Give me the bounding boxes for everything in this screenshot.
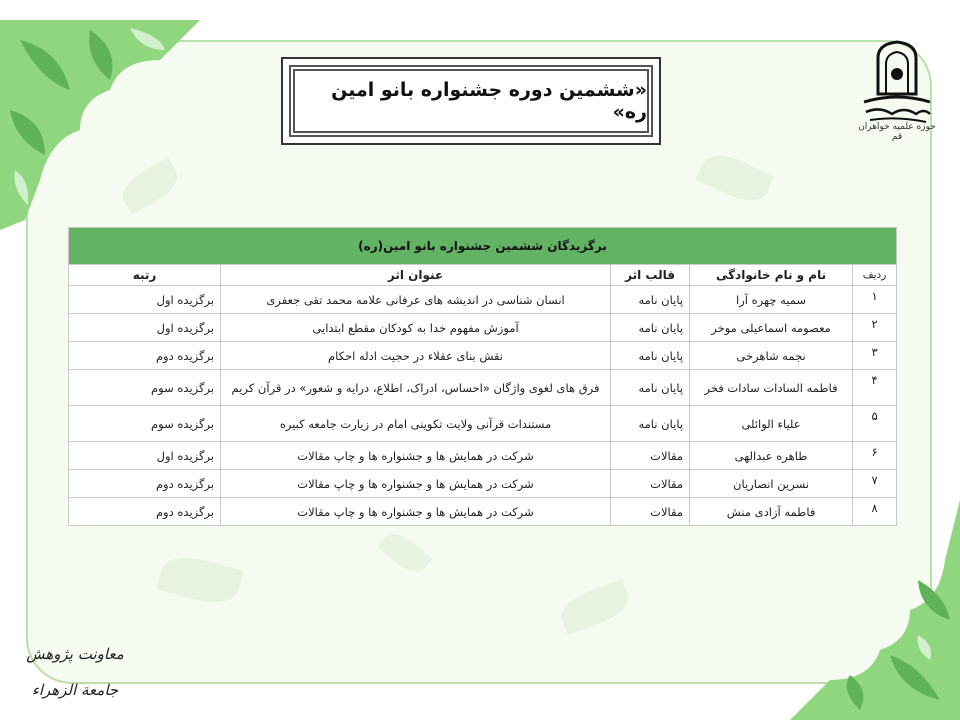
table-row bbox=[69, 442, 897, 470]
row-name: نسرین انصاریان bbox=[690, 470, 853, 498]
signature-text: معاونت پژوهش جامعة الزهراء bbox=[26, 645, 124, 699]
column-header-title: عنوان اثر bbox=[221, 265, 611, 286]
column-header-rank: رتبه bbox=[69, 265, 221, 286]
row-name: سمیه چهره آرا bbox=[690, 286, 853, 314]
row-index: ۲ bbox=[853, 314, 897, 342]
column-header-index: ردیف bbox=[853, 265, 897, 286]
row-form: پایان نامه bbox=[611, 286, 690, 314]
row-form: مقالات bbox=[611, 498, 690, 526]
row-title: شرکت در همایش ها و جشنواره ها و چاپ مقالات bbox=[221, 442, 611, 470]
row-title: شرکت در همایش ها و جشنواره ها و چاپ مقالات bbox=[221, 498, 611, 526]
row-rank: برگزیده دوم bbox=[69, 498, 221, 526]
column-header-form: قالب اثر bbox=[611, 265, 690, 286]
row-title: مستندات قرآنی ولایت تکوینی امام در زیارت جامعه کبیره bbox=[221, 406, 611, 442]
row-title: آموزش مفهوم خدا به کودکان مقطع ابتدایی bbox=[221, 314, 611, 342]
row-name: فاطمه آزادی منش bbox=[690, 498, 853, 526]
table-row bbox=[69, 406, 897, 442]
row-name: معصومه اسماعیلی موخر bbox=[690, 314, 853, 342]
row-rank: برگزیده اول bbox=[69, 314, 221, 342]
row-form: مقالات bbox=[611, 470, 690, 498]
row-name: نجمه شاهرخی bbox=[690, 342, 853, 370]
page-title: «ششمین دوره جشنواره بانو امین ره» bbox=[331, 79, 647, 123]
row-title: فرق های لغوی واژگان «احساس، ادراک، اطلاع، درایه و شعور» در قرآن کریم bbox=[221, 370, 611, 406]
row-index: ۱ bbox=[853, 286, 897, 314]
row-form: پایان نامه bbox=[611, 406, 690, 442]
row-form: پایان نامه bbox=[611, 342, 690, 370]
title-plaque-inner bbox=[289, 65, 653, 137]
table-row bbox=[69, 470, 897, 498]
title-plaque bbox=[281, 57, 661, 145]
table-row bbox=[69, 498, 897, 526]
row-index: ۴ bbox=[853, 370, 897, 406]
leaf-corner-bottom-right bbox=[790, 500, 960, 720]
table-caption: برگزیدگان ششمین جشنواره بانو امین(ره) bbox=[69, 228, 897, 265]
logo-subtitle: حوزه علمیه خواهران قم bbox=[858, 122, 936, 142]
row-name: فاطمه السادات سادات فخر bbox=[690, 370, 853, 406]
winners-table bbox=[68, 227, 897, 526]
row-index: ۸ bbox=[853, 498, 897, 526]
row-index: ۳ bbox=[853, 342, 897, 370]
row-form: پایان نامه bbox=[611, 370, 690, 406]
row-rank: برگزیده اول bbox=[69, 286, 221, 314]
leaf-corner-top-left bbox=[0, 20, 200, 230]
table-header-row bbox=[69, 265, 897, 286]
table-row bbox=[69, 342, 897, 370]
row-title: شرکت در همایش ها و جشنواره ها و چاپ مقالات bbox=[221, 470, 611, 498]
row-rank: برگزیده دوم bbox=[69, 342, 221, 370]
row-form: مقالات bbox=[611, 442, 690, 470]
table-row bbox=[69, 286, 897, 314]
row-index: ۷ bbox=[853, 470, 897, 498]
row-index: ۶ bbox=[853, 442, 897, 470]
row-rank: برگزیده سوم bbox=[69, 370, 221, 406]
row-name: طاهره عبدالهی bbox=[690, 442, 853, 470]
row-rank: برگزیده اول bbox=[69, 442, 221, 470]
row-rank: برگزیده سوم bbox=[69, 406, 221, 442]
row-title: انسان شناسی در اندیشه های عرفانی علامه محمد تقی جعفری bbox=[221, 286, 611, 314]
row-index: ۵ bbox=[853, 406, 897, 442]
row-rank: برگزیده دوم bbox=[69, 470, 221, 498]
table-row bbox=[69, 370, 897, 406]
row-title: نقش بنای عقلاء در حجیت ادله احکام bbox=[221, 342, 611, 370]
column-header-name: نام و نام خانوادگی bbox=[690, 265, 853, 286]
row-form: پایان نامه bbox=[611, 314, 690, 342]
table-row bbox=[69, 314, 897, 342]
row-name: علیاء الوائلی bbox=[690, 406, 853, 442]
